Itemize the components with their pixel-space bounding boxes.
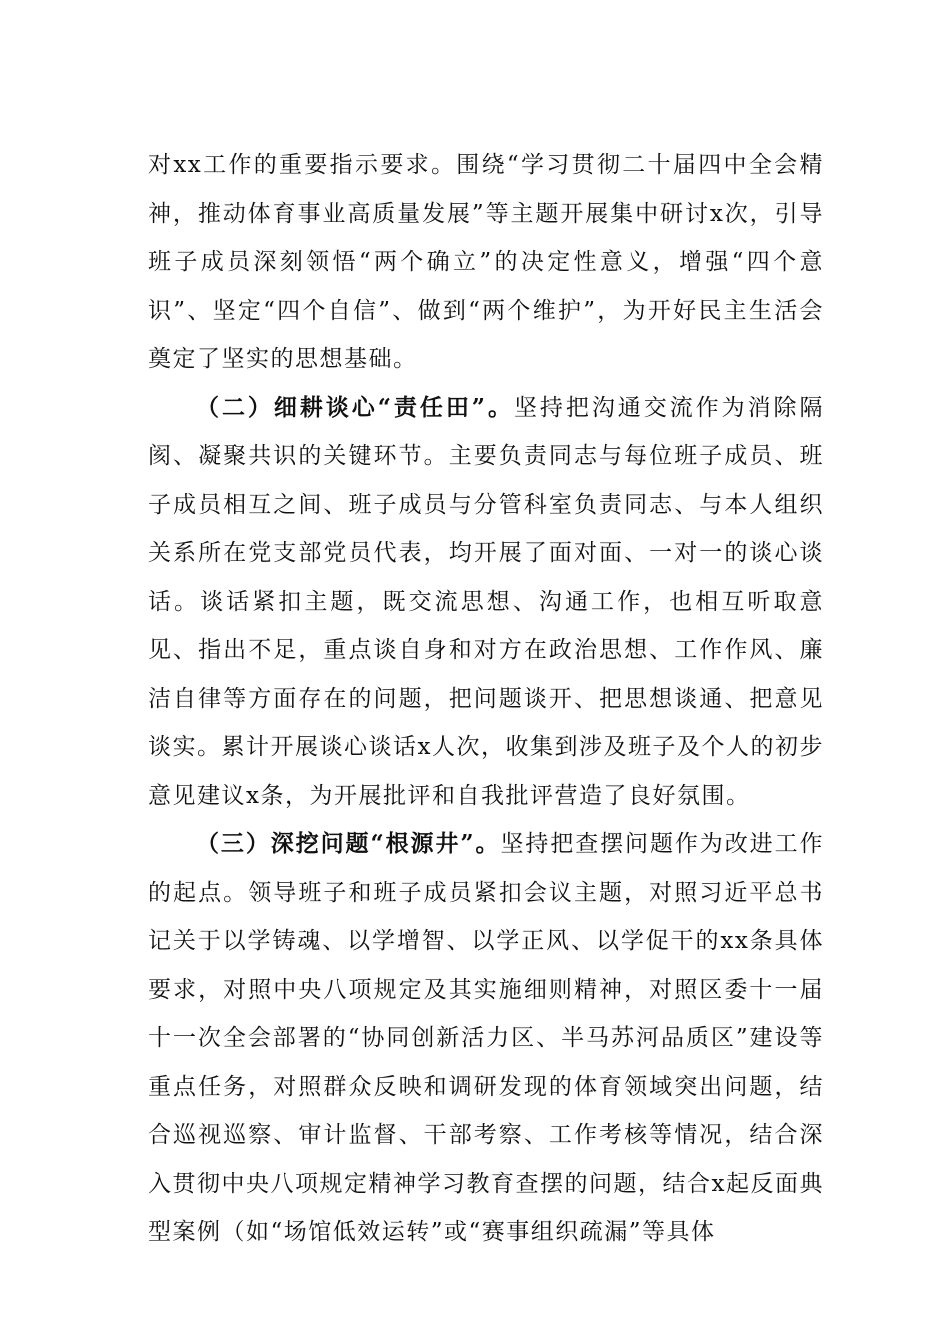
section-heading: （三）深挖问题“根源井”。: [196, 830, 501, 857]
paragraph-continuation: [148, 141, 824, 384]
paragraph-section-2: [148, 384, 824, 821]
paragraph-text: 对xx工作的重要指示要求。围绕“学习贯彻二十届四中全会精神，推动体育事业高质量发展”等主题开展集中研讨x次，引导班子成员深刻领悟“两个确立”的决定性意义，增强“四个意识”、坚定“四个自信”、做到“两个维护”，为开好民主生活会奠定了坚实的思想基础。: [148, 152, 824, 372]
document-body: [148, 141, 824, 1257]
paragraph-text: 坚持把沟通交流作为消除隔阂、凝聚共识的关键环节。主要负责同志与每位班子成员、班子成员相互之间、班子成员与分管科室负责同志、与本人组织关系所在党支部党员代表，均开展了面对面、一对一的谈心谈话。谈话紧扣主题，既交流思想、沟通工作，也相互听取意见、指出不足，重点谈自身和对方在政治思想、工作作风、廉洁自律等方面存在的问题，把问题谈开、把思想谈通、把意见谈实。累计开展谈心谈话x人次，收集到涉及班子及个人的初步意见建议x条，为开展批评和自我批评营造了良好氛围。: [148, 394, 824, 809]
section-heading: （二）细耕谈心“责任田”。: [196, 393, 514, 421]
paragraph-section-3: [148, 820, 824, 1257]
paragraph-text: 坚持把查摆问题作为改进工作的起点。领导班子和班子成员紧扣会议主题，对照习近平总书记关于以学铸魂、以学增智、以学正风、以学促干的xx条具体要求，对照中央八项规定及其实施细则精神，对照区委十一届十一次全会部署的“协同创新活力区、半马苏河品质区”建设等重点任务，对照群众反映和调研发现的体育领域突出问题，结合巡视巡察、审计监督、干部考察、工作考核等情况，结合深入贯彻中央八项规定精神学习教育查摆的问题，结合x起反面典型案例（如“场馆低效运转”或“赛事组织疏漏”等具体: [148, 831, 824, 1245]
